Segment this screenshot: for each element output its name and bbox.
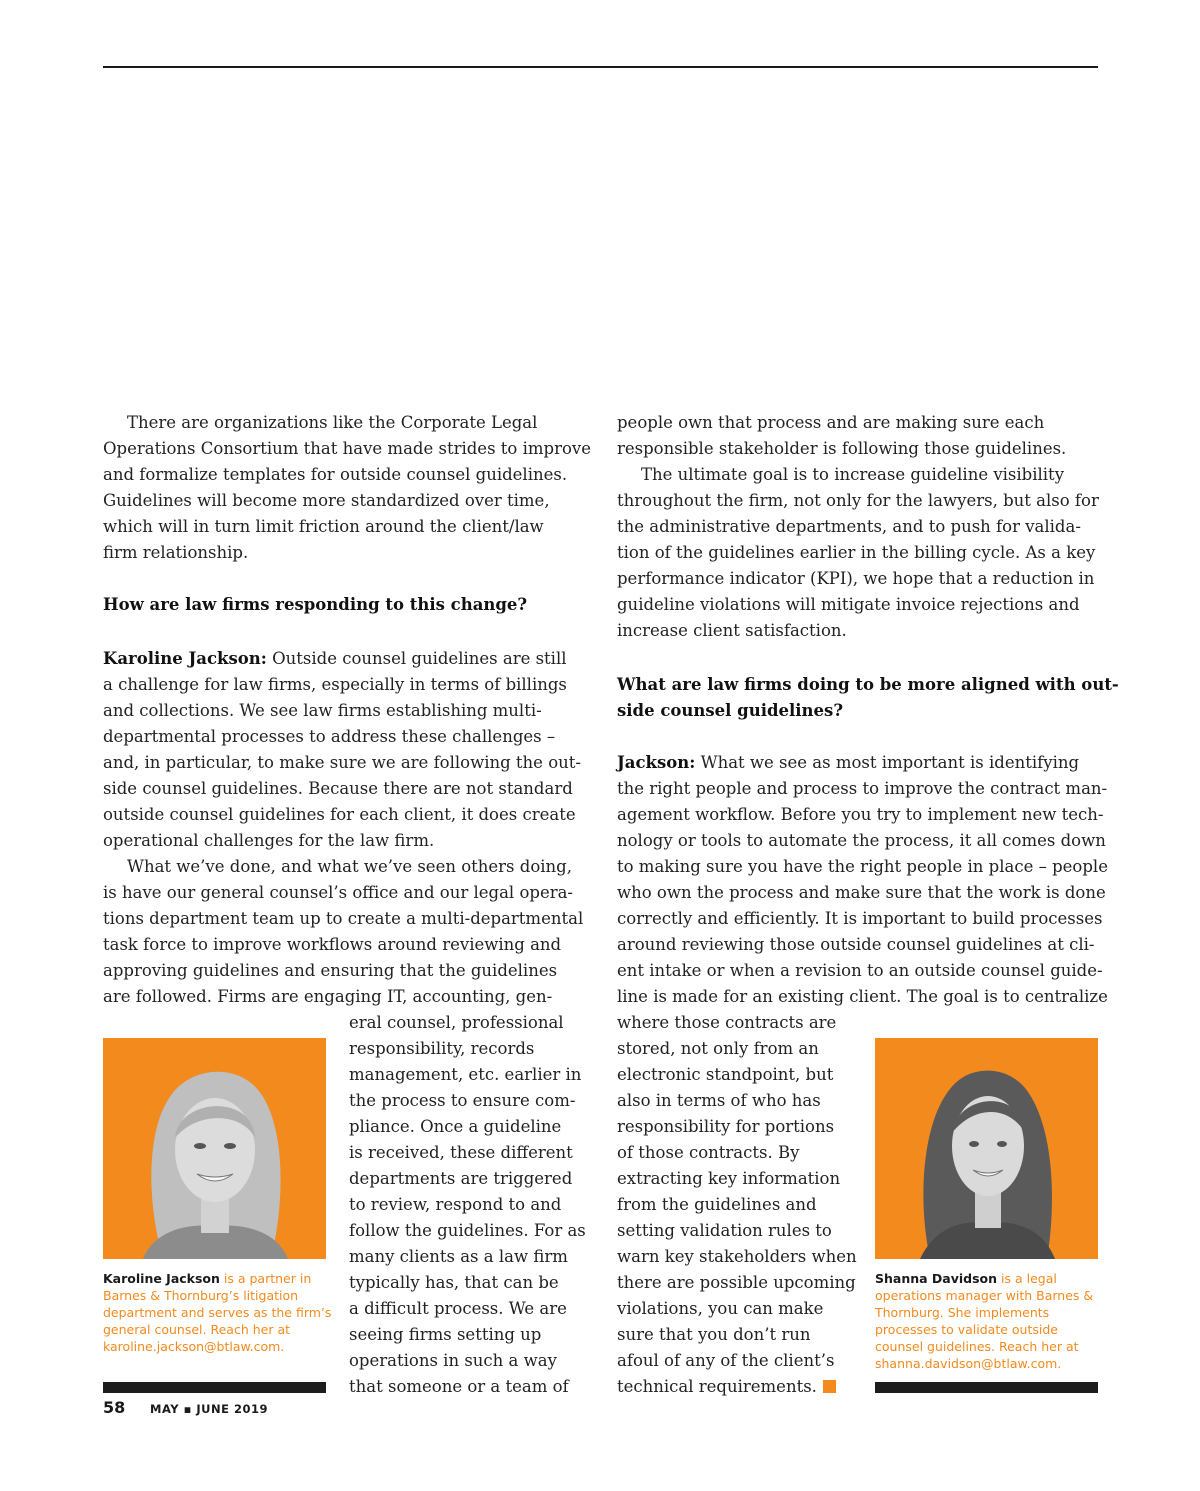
paragraph-line: firm relationship.: [103, 543, 249, 562]
paragraph-line: there are possible upcoming: [617, 1273, 856, 1292]
paragraph-line: operational challenges for the law firm.: [103, 831, 435, 850]
paragraph-line: a difficult process. We are: [349, 1299, 567, 1318]
paragraph-line: seeing firms setting up: [349, 1325, 542, 1344]
paragraph-line: guideline violations will mitigate invoice rejections and: [617, 595, 1080, 614]
paragraph-line: tions department team up to create a multi-departmental: [103, 909, 584, 928]
paragraph-line: pliance. Once a guideline: [349, 1117, 562, 1136]
paragraph-line: many clients as a law firm: [349, 1247, 568, 1266]
paragraph-line: nology or tools to automate the process, it all comes down: [617, 831, 1106, 850]
paragraph-line: typically has, that can be: [349, 1273, 559, 1292]
issue-date: MAY ▪ JUNE 2019: [150, 1402, 268, 1416]
author-photo-jackson: [103, 1038, 326, 1259]
paragraph-line: the right people and process to improve the contract man-: [617, 779, 1108, 798]
paragraph-line: from the guidelines and: [617, 1195, 817, 1214]
end-mark-square-icon: [823, 1380, 836, 1393]
portrait-illustration: [103, 1038, 326, 1259]
top-rule: [103, 66, 1098, 68]
interview-question: side counsel guidelines?: [617, 701, 844, 720]
paragraph-line: increase client satisfaction.: [617, 621, 847, 640]
interview-question: How are law firms responding to this change?: [103, 595, 528, 614]
answer-text: Outside counsel guidelines are still: [266, 649, 567, 668]
paragraph-line: line is made for an existing client. The goal is to centralize: [617, 987, 1108, 1006]
paragraph-line: of those contracts. By: [617, 1143, 800, 1162]
paragraph-line: afoul of any of the client’s: [617, 1351, 835, 1370]
paragraph-line: the process to ensure com-: [349, 1091, 576, 1110]
paragraph-line: a challenge for law firms, especially in terms of billings: [103, 675, 567, 694]
paragraph-line: eral counsel, professional: [349, 1013, 564, 1032]
closing-text: technical requirements.: [617, 1377, 817, 1396]
caption-text: is a partner in Barnes & Thornburg’s litigation department and serves as the firm’s general counsel. Reach her at karoline.jackson@btlaw.com.: [103, 1271, 332, 1354]
paragraph-line: is received, these different: [349, 1143, 573, 1162]
caption-jackson: [103, 1270, 333, 1355]
paragraph-line: [617, 750, 1079, 776]
paragraph-line: approving guidelines and ensuring that the guidelines: [103, 961, 558, 980]
paragraph-line: agement workflow. Before you try to implement new tech-: [617, 805, 1104, 824]
paragraph-line: throughout the firm, not only for the lawyers, but also for: [617, 491, 1099, 510]
paragraph-line: What we’ve done, and what we’ve seen others doing,: [127, 857, 572, 876]
paragraph-line: [103, 646, 567, 672]
caption-name: Karoline Jackson: [103, 1271, 220, 1286]
paragraph-line: responsibility, records: [349, 1039, 535, 1058]
paragraph-line: is have our general counsel’s office and our legal opera-: [103, 883, 574, 902]
paragraph-line: departmental processes to address these challenges –: [103, 727, 556, 746]
paragraph-line: outside counsel guidelines for each client, it does create: [103, 805, 576, 824]
answer-text: What we see as most important is identifying: [695, 753, 1080, 772]
paragraph-line: responsibility for portions: [617, 1117, 835, 1136]
paragraph-line: also in terms of who has: [617, 1091, 821, 1110]
speaker-name: Jackson:: [617, 753, 696, 772]
caption-davidson: [875, 1270, 1105, 1372]
paragraph-line: and collections. We see law firms establishing multi-: [103, 701, 542, 720]
paragraph-line: to making sure you have the right people in place – people: [617, 857, 1108, 876]
paragraph-line: management, etc. earlier in: [349, 1065, 582, 1084]
author-photo-davidson: [875, 1038, 1098, 1259]
paragraph-line: and, in particular, to make sure we are following the out-: [103, 753, 581, 772]
portrait-illustration: [875, 1038, 1098, 1259]
paragraph-line: stored, not only from an: [617, 1039, 819, 1058]
paragraph-line: extracting key information: [617, 1169, 841, 1188]
paragraph-line: people own that process and are making sure each: [617, 413, 1045, 432]
paragraph-line: which will in turn limit friction around the client/law: [103, 517, 544, 536]
paragraph-line: correctly and efficiently. It is important to build processes: [617, 909, 1103, 928]
page-number: 58: [103, 1398, 126, 1417]
paragraph-line: operations in such a way: [349, 1351, 557, 1370]
speaker-name: Karoline Jackson:: [103, 649, 267, 668]
paragraph-line: ent intake or when a revision to an outside counsel guide-: [617, 961, 1103, 980]
paragraph-line: electronic standpoint, but: [617, 1065, 834, 1084]
paragraph-line: task force to improve workflows around reviewing and: [103, 935, 562, 954]
paragraph-line: warn key stakeholders when: [617, 1247, 857, 1266]
paragraph-line: responsible stakeholder is following those guidelines.: [617, 439, 1067, 458]
caption-text: is a legal operations manager with Barnes & Thornburg. She implements processes to validate outside counsel guidelines. Reach her at shanna.davidson@btlaw.com.: [875, 1271, 1094, 1371]
paragraph-line: and formalize templates for outside counsel guidelines.: [103, 465, 568, 484]
paragraph-line: [617, 1374, 836, 1400]
paragraph-line: sure that you don’t run: [617, 1325, 811, 1344]
paragraph-line: departments are triggered: [349, 1169, 573, 1188]
paragraph-line: the administrative departments, and to push for valida-: [617, 517, 1081, 536]
paragraph-line: follow the guidelines. For as: [349, 1221, 586, 1240]
paragraph-line: Operations Consortium that have made strides to improve: [103, 439, 591, 458]
interview-question: What are law firms doing to be more aligned with out-: [617, 675, 1119, 694]
paragraph-line: Guidelines will become more standardized over time,: [103, 491, 550, 510]
paragraph-line: setting validation rules to: [617, 1221, 832, 1240]
paragraph-line: around reviewing those outside counsel guidelines at cli-: [617, 935, 1095, 954]
paragraph-line: side counsel guidelines. Because there are not standard: [103, 779, 573, 798]
caption-bar: [875, 1382, 1098, 1393]
paragraph-line: The ultimate goal is to increase guideline visibility: [641, 465, 1065, 484]
paragraph-line: where those contracts are: [617, 1013, 837, 1032]
paragraph-line: There are organizations like the Corporate Legal: [127, 413, 538, 432]
paragraph-line: are followed. Firms are engaging IT, accounting, gen-: [103, 987, 553, 1006]
paragraph-line: to review, respond to and: [349, 1195, 562, 1214]
paragraph-line: performance indicator (KPI), we hope that a reduction in: [617, 569, 1095, 588]
caption-name: Shanna Davidson: [875, 1271, 998, 1286]
paragraph-line: that someone or a team of: [349, 1377, 569, 1396]
paragraph-line: violations, you can make: [617, 1299, 824, 1318]
caption-bar: [103, 1382, 326, 1393]
paragraph-line: tion of the guidelines earlier in the billing cycle. As a key: [617, 543, 1096, 562]
paragraph-line: who own the process and make sure that the work is done: [617, 883, 1106, 902]
